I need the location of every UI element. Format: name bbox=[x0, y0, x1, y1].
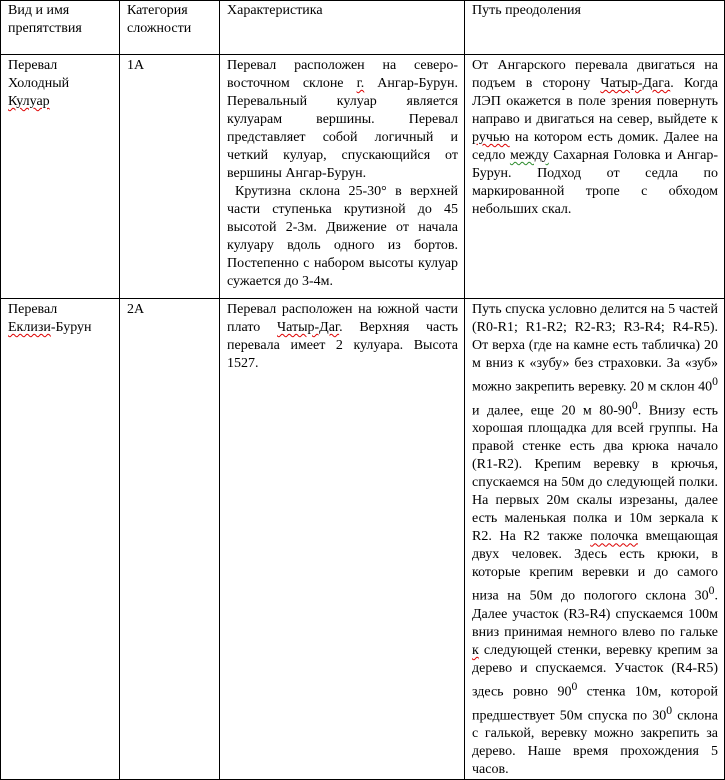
route-cell bbox=[465, 55, 725, 299]
text-run: и далее, еще 20 м 80-90 bbox=[472, 403, 632, 419]
obstacle-name-line: Холодный bbox=[8, 76, 70, 91]
text-run: следующей стенки, веревку крепим за дерево и спускаемся. Участок (R4-R5) здесь ровно 90 bbox=[472, 642, 718, 700]
text-run: вмещающая двух человек. Здесь есть крюки, в которые крепим веревки и до самого низа на 50м до пологого склона 30 bbox=[472, 529, 718, 604]
text-run: . Далее участок (R3-R4) спускаемся 100м вниз принимая немного влево по гальке bbox=[472, 588, 718, 640]
text-run: Чатыр-Дага bbox=[600, 76, 671, 91]
degree-superscript: 0 bbox=[571, 679, 578, 693]
header-cell-category: Категория сложности bbox=[120, 1, 220, 55]
text-run: Путь спуска условно делится на 5 частей (R0-R1; R1-R2; R2-R3; R3-R4; R4-R5). От верха (где на камне есть табличка) 20 м вниз к «зубу» без страховки. За «зуб» можно закрепить веревку. 20 м склон 40 bbox=[472, 302, 718, 395]
text-run: ручью bbox=[472, 130, 510, 145]
table-header-row bbox=[1, 1, 725, 55]
characteristic-cell bbox=[220, 299, 465, 780]
degree-superscript: 0 bbox=[708, 584, 715, 598]
text-run: Ангар-Бурун. Перевальный кулуар является кулуарам вершины. Перевал представляет собой логичный и четкий кулуар, спускающийся от вершины Ангар-Бурун. bbox=[227, 76, 459, 181]
degree-superscript: 0 bbox=[712, 375, 718, 388]
text-run: Еклизи bbox=[8, 320, 51, 335]
text-run: Перевал расположен на южной части плато bbox=[227, 302, 458, 335]
text-run: . Внизу есть хорошая площадка для всей группы. На правой стенке есть два крюка начало (R1-R2). Крепим веревку в крючья, спускаемся на 50м до следующей полки. На первых 20м скалы изрезаны, далее есть маленькая полка и 10м зеркала к R2. На R2 также bbox=[472, 403, 718, 545]
text-run: . Когда ЛЭП окажется в поле зрения повернуть направо и двигаться на север, выйдете к bbox=[472, 76, 718, 127]
header-cell-characteristic: Характеристика bbox=[220, 1, 465, 55]
header-cell-route: Путь преодоления bbox=[465, 1, 725, 55]
text-run: к bbox=[472, 642, 479, 658]
text-run: стенка 10м, которой предшествует 50м спуска по 30 bbox=[472, 684, 718, 724]
table-row bbox=[1, 55, 725, 299]
text-run: Чатыр-Даг bbox=[277, 320, 340, 335]
text-run: -Бурун bbox=[50, 320, 92, 335]
degree-superscript: 0 bbox=[666, 703, 673, 717]
obstacle-name-cell bbox=[1, 55, 120, 299]
text-run: . Верхняя часть перевала имеет 2 кулуара. Высота 1527. bbox=[227, 320, 458, 371]
text-run: полочка bbox=[590, 529, 638, 545]
characteristic-paragraph: Крутизна склона 25-30° в верхней части ступенька крутизной до 45 высотой 2-3м. Движение от начала кулуару вдоль одного из бортов. Постепенно с набором высоты кулуар сужается до 3-4м. bbox=[227, 184, 458, 289]
characteristic-cell bbox=[220, 55, 465, 299]
degree-superscript: 0 bbox=[631, 398, 638, 412]
text-run: между bbox=[509, 148, 549, 163]
text-run: склона с галькой, веревку можно закрепить за дерево. Наше время прохождения 5 часов. bbox=[472, 708, 718, 778]
table-row bbox=[1, 299, 725, 780]
category-cell: 2А bbox=[120, 299, 220, 780]
characteristic-paragraph bbox=[227, 57, 458, 183]
obstacle-name-line: Перевал bbox=[8, 58, 58, 73]
category-cell: 1А bbox=[120, 55, 220, 299]
obstacle-name-line: Кулуар bbox=[8, 94, 50, 109]
text-run: От Ангарского перевала двигаться на подъем в сторону bbox=[472, 58, 718, 91]
route-cell bbox=[465, 299, 725, 780]
obstacle-name-line: Перевал bbox=[8, 302, 58, 317]
obstacle-name-cell bbox=[1, 299, 120, 780]
text-run: г. bbox=[356, 76, 365, 91]
obstacle-name-line bbox=[8, 319, 113, 337]
header-cell-type-name: Вид и имя препятствия bbox=[1, 1, 120, 55]
text-run: на котором есть домик. Далее на седло bbox=[472, 130, 718, 163]
text-run: Перевал расположен на северо-восточном склоне bbox=[227, 58, 458, 91]
text-run: Сахарная Головка и Ангар-Бурун. Подход от седла по маркированной тропе с обходом небольших скал. bbox=[472, 148, 718, 217]
